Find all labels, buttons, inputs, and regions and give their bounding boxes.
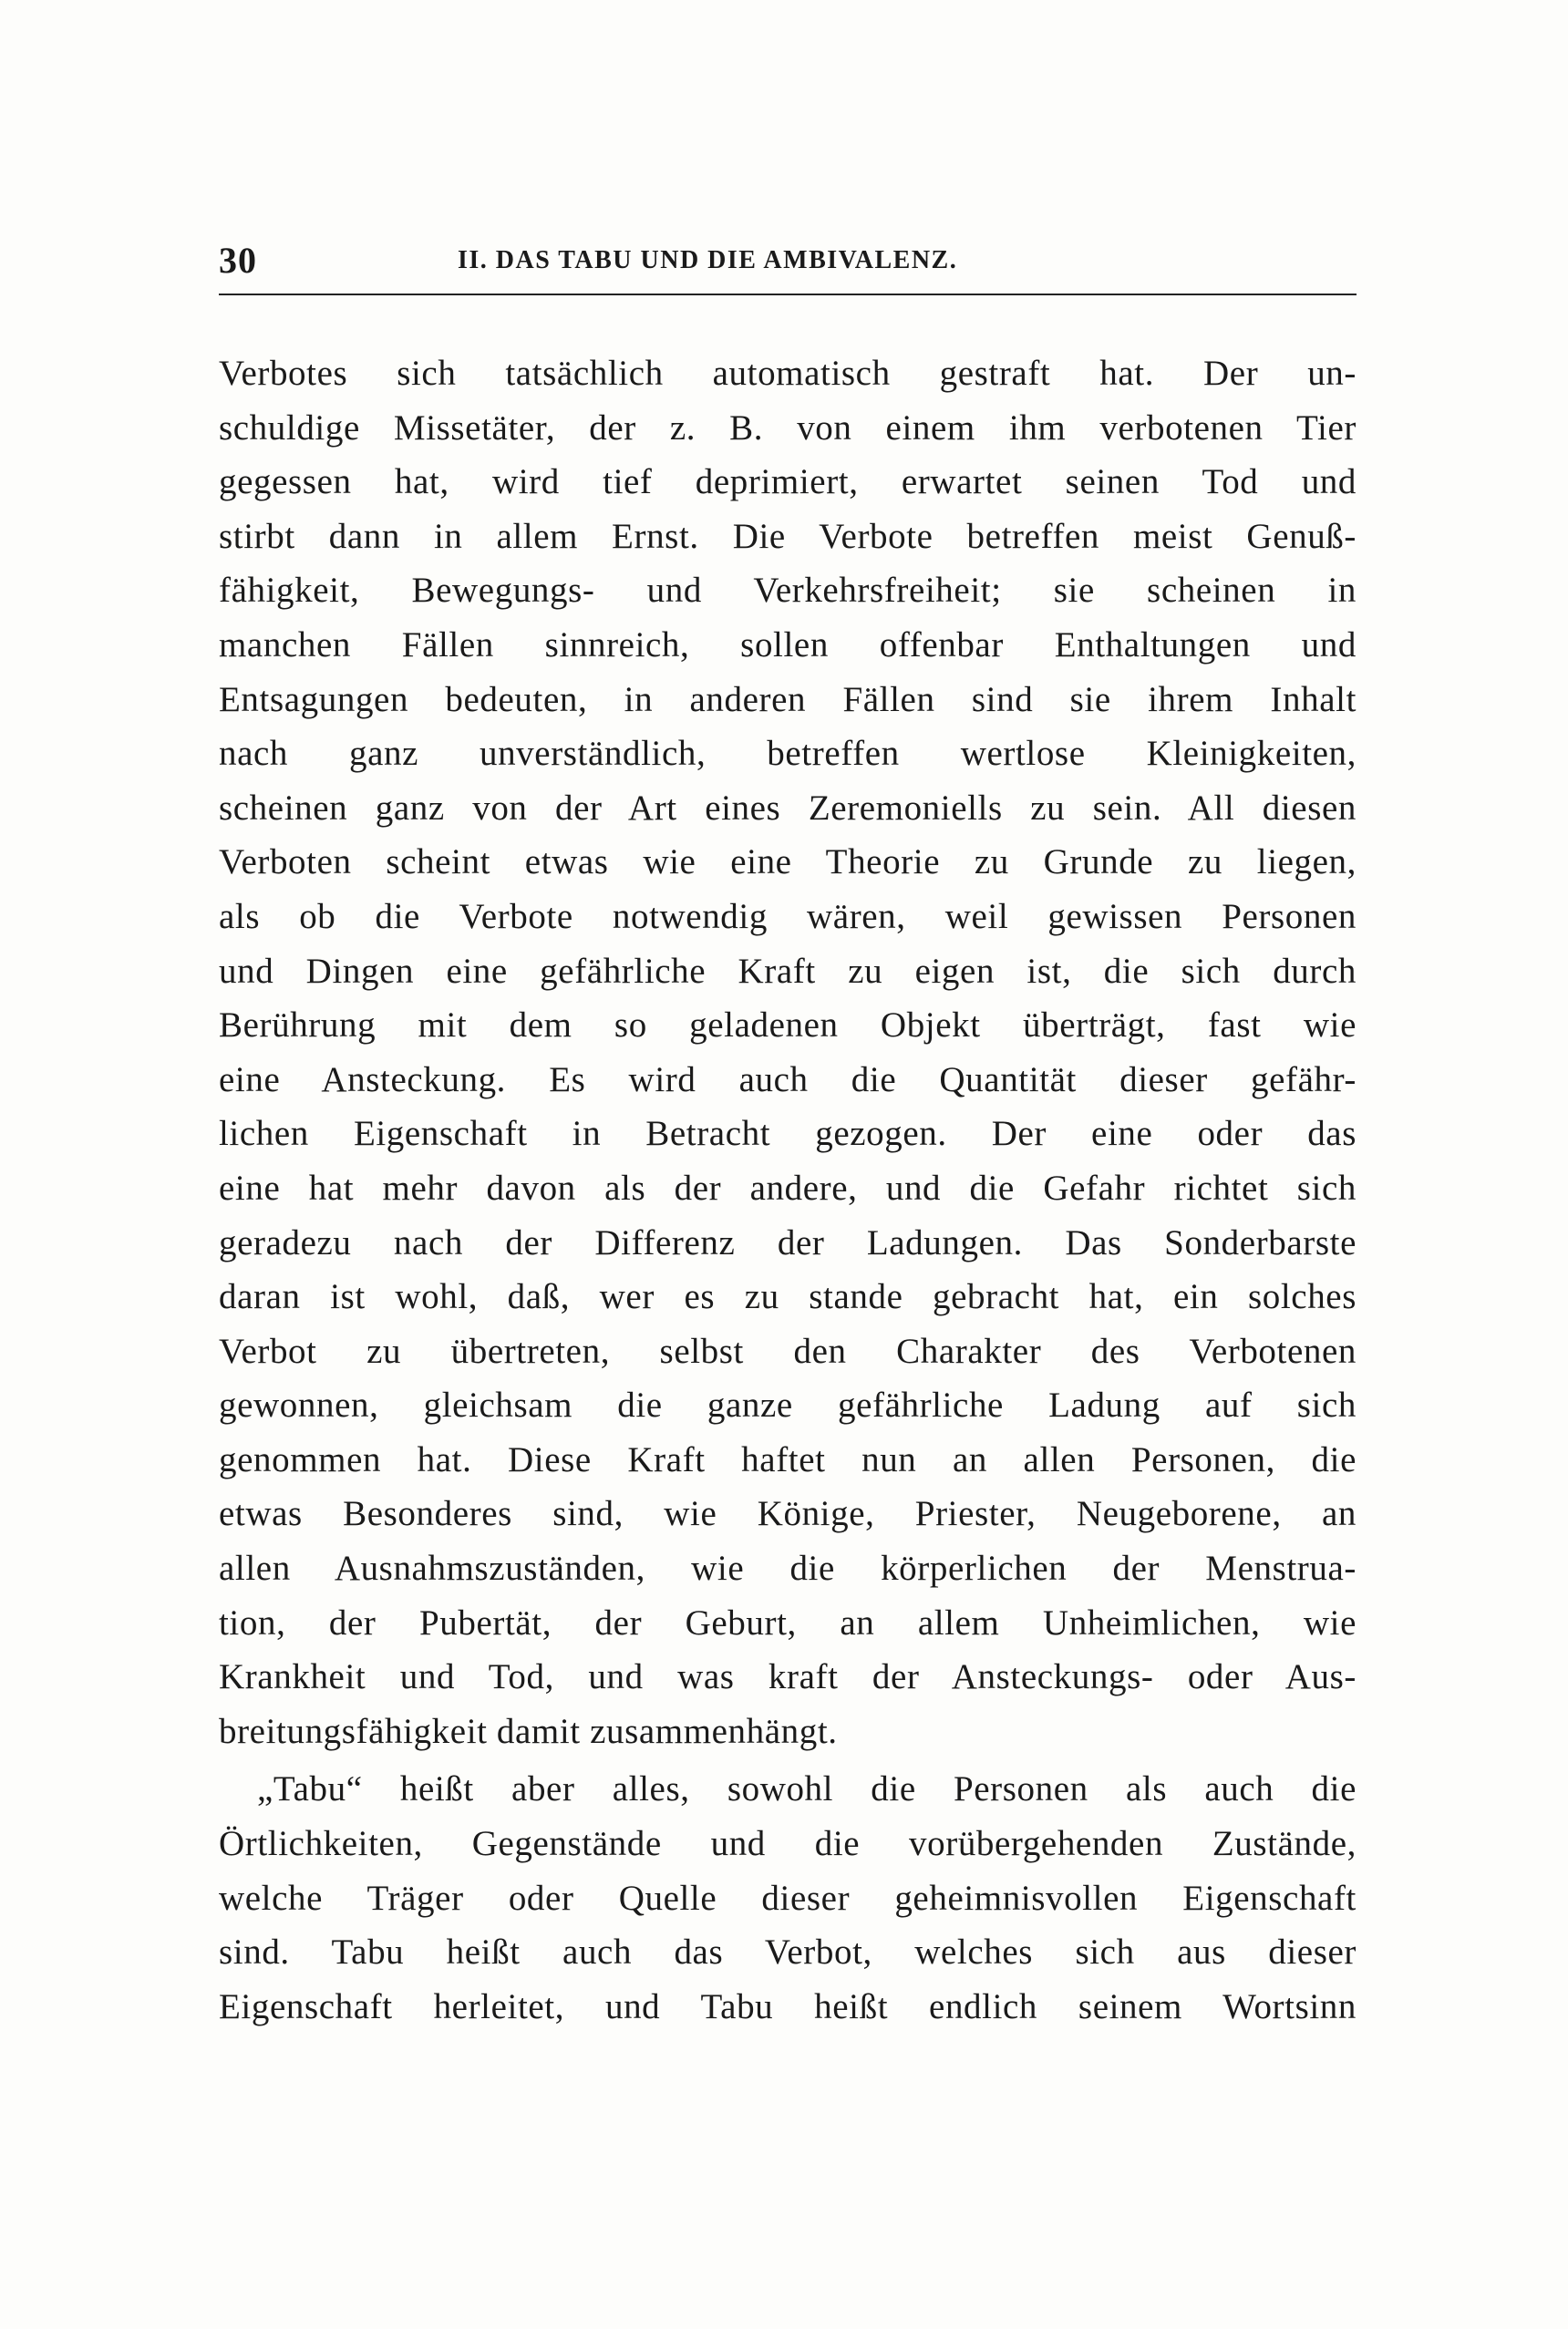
text-line: nach ganz unverständlich, betreffen wertlose Kleinigkeiten, [219,734,1357,774]
text-line: „Tabu“ heißt aber alles, sowohl die Personen als auch die [257,1769,1357,1809]
text-line: welche Träger oder Quelle dieser geheimnisvollen Eigenschaft [219,1878,1357,1918]
text-line: als ob die Verbote notwendig wären, weil gewissen Personen [219,896,1357,936]
text-line: Verbot zu übertreten, selbst den Charakter des Verbotenen [219,1331,1357,1371]
text-line: stirbt dann in allem Ernst. Die Verbote betreffen meist Genuß- [219,516,1357,556]
text-line: daran ist wohl, daß, wer es zu stande gebracht hat, ein solches [219,1277,1357,1317]
text-line: Krankheit und Tod, und was kraft der Ansteckungs- oder Aus- [219,1657,1357,1697]
text-line: schuldige Missetäter, der z. B. von einem ihm verbotenen Tier [219,407,1357,448]
text-line: etwas Besonderes sind, wie Könige, Priester, Neugeborene, an [219,1494,1357,1534]
paragraph-2 [219,1762,1357,2034]
text-line: breitungsfähigkeit damit zusammenhängt. [219,1711,838,1751]
text-line: sind. Tabu heißt auch das Verbot, welches sich aus dieser [219,1932,1357,1973]
text-line: gegessen hat, wird tief deprimiert, erwartet seinen Tod und [219,462,1357,502]
header-rule [219,294,1357,295]
text-line: eine Ansteckung. Es wird auch die Quantität dieser gefähr- [219,1059,1357,1099]
text-line: Verboten scheint etwas wie eine Theorie zu Grunde zu liegen, [219,842,1357,882]
text-line: Verbotes sich tatsächlich automatisch gestraft hat. Der un- [219,354,1357,393]
text-line: gewonnen, gleichsam die ganze gefährliche Ladung auf sich [219,1386,1357,1426]
chapter-header-title: II. DAS TABU UND DIE AMBIVALENZ. [458,246,958,274]
text-line: genommen hat. Diese Kraft haftet nun an allen Personen, die [219,1439,1357,1479]
text-line: Eigenschaft herleitet, und Tabu heißt endlich seinem Wortsinn [219,1986,1357,2026]
text-line: fähigkeit, Bewegungs- und Verkehrsfreiheit; sie scheinen in [219,571,1357,611]
text-line: geradezu nach der Differenz der Ladungen. Das Sonderbarste [219,1222,1357,1262]
running-head [219,239,1357,284]
text-line: lichen Eigenschaft in Betracht gezogen. Der eine oder das [219,1114,1357,1154]
text-line: manchen Fällen sinnreich, sollen offenbar Enthaltungen und [219,624,1357,665]
page-number: 30 [219,240,257,281]
text-line: und Dingen eine gefährliche Kraft zu eigen ist, die sich durch [219,951,1357,991]
paragraph-1 [219,346,1357,1758]
body-text [219,346,1357,2034]
text-line: allen Ausnahmszuständen, wie die körperlichen der Menstrua- [219,1549,1357,1589]
text-line: tion, der Pubertät, der Geburt, an allem Unheimlichen, wie [219,1602,1357,1643]
text-line: Örtlichkeiten, Gegenstände und die vorübergehenden Zustände, [219,1824,1357,1864]
text-line: scheinen ganz von der Art eines Zeremoniells zu sein. All diesen [219,788,1357,828]
text-line: Berührung mit dem so geladenen Objekt überträgt, fast wie [219,1005,1357,1046]
text-line: Entsagungen bedeuten, in anderen Fällen sind sie ihrem Inhalt [219,679,1357,719]
text-line: eine hat mehr davon als der andere, und die Gefahr richtet sich [219,1168,1357,1208]
